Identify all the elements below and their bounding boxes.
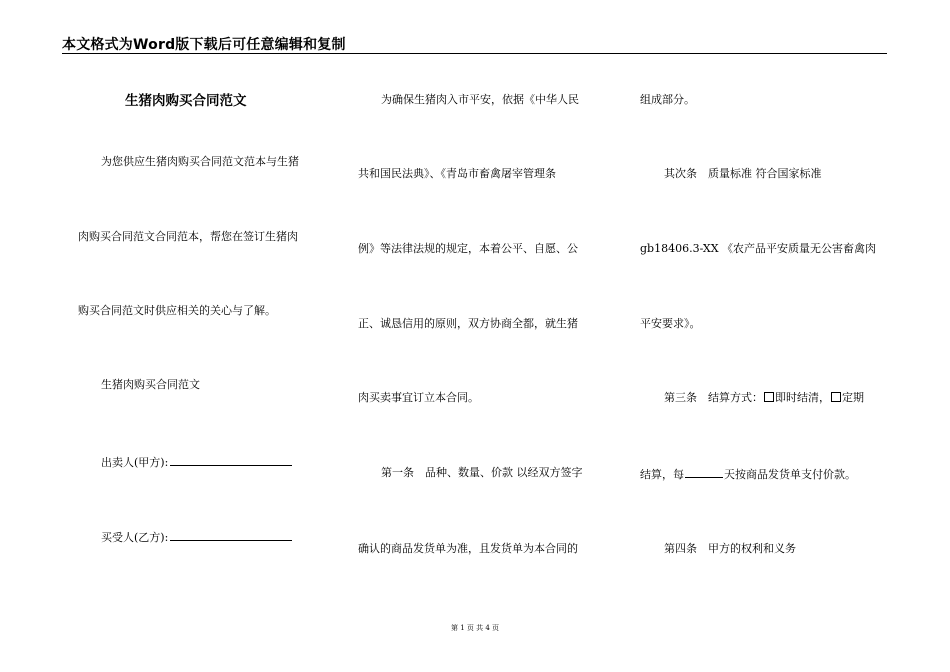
article-1-heading: 第一条 品种、数量、价款 以经双方签字: [381, 466, 583, 479]
body-line: 例》等法律法规的规定，本着公平、自愿、公: [358, 242, 578, 255]
seller-field: [101, 454, 292, 470]
seller-label: 出卖人(甲方):: [101, 456, 169, 469]
intro-line-3: 购买合同范文时供应相关的关心与了解。: [78, 304, 276, 317]
body-line: 组成部分。: [640, 93, 695, 106]
settlement-period-prefix: 结算，每: [640, 468, 684, 481]
periodic-settlement-checkbox[interactable]: [831, 392, 841, 402]
standard-reference: gb18406.3-XX 《农产品平安质量无公害畜禽肉: [640, 242, 877, 255]
body-line: 正、诚恳信用的原则，双方协商全都，就生猪: [358, 317, 578, 330]
intro-line-1: 为您供应生猪肉购买合同范文范本与生猪: [101, 155, 299, 168]
body-line: 确认的商品发货单为准，且发货单为本合同的: [358, 542, 578, 555]
buyer-blank-line: [170, 529, 292, 541]
contract-subtitle: 生猪肉购买合同范文: [101, 378, 200, 391]
body-line: 平安要求》。: [640, 317, 701, 330]
settlement-label: 第三条 结算方式：: [664, 391, 763, 404]
immediate-settlement-label: 即时结清，: [775, 391, 830, 404]
contract-title: 生猪肉购买合同范文: [125, 93, 247, 109]
article-4-heading: 第四条 甲方的权利和义务: [664, 542, 796, 555]
document-header-title: 本文格式为Word版下载后可任意编辑和复制: [62, 37, 346, 53]
buyer-label: 买受人(乙方):: [101, 531, 169, 544]
settlement-period-suffix: 天按商品发货单支付价款。: [724, 468, 856, 481]
immediate-settlement-checkbox[interactable]: [764, 392, 774, 402]
article-2-heading: 其次条 质量标准 符合国家标准: [664, 167, 822, 180]
periodic-settlement-label: 定期: [842, 391, 864, 404]
buyer-field: [101, 529, 292, 545]
body-line: 肉买卖事宜订立本合同。: [358, 391, 479, 404]
settlement-days-blank: [685, 466, 723, 478]
page-number: 第 1 页 共 4 页: [450, 624, 500, 632]
article-3-heading: [664, 391, 864, 405]
intro-line-2: 肉购买合同范文合同范本，帮您在签订生猪肉: [78, 230, 298, 243]
header-divider: [62, 53, 887, 54]
seller-blank-line: [170, 454, 292, 466]
settlement-period-line: [640, 466, 856, 482]
body-line: 为确保生猪肉入市平安，依据《中华人民: [381, 93, 579, 106]
body-line: 共和国民法典》、《青岛市畜禽屠宰管理条: [358, 167, 556, 180]
